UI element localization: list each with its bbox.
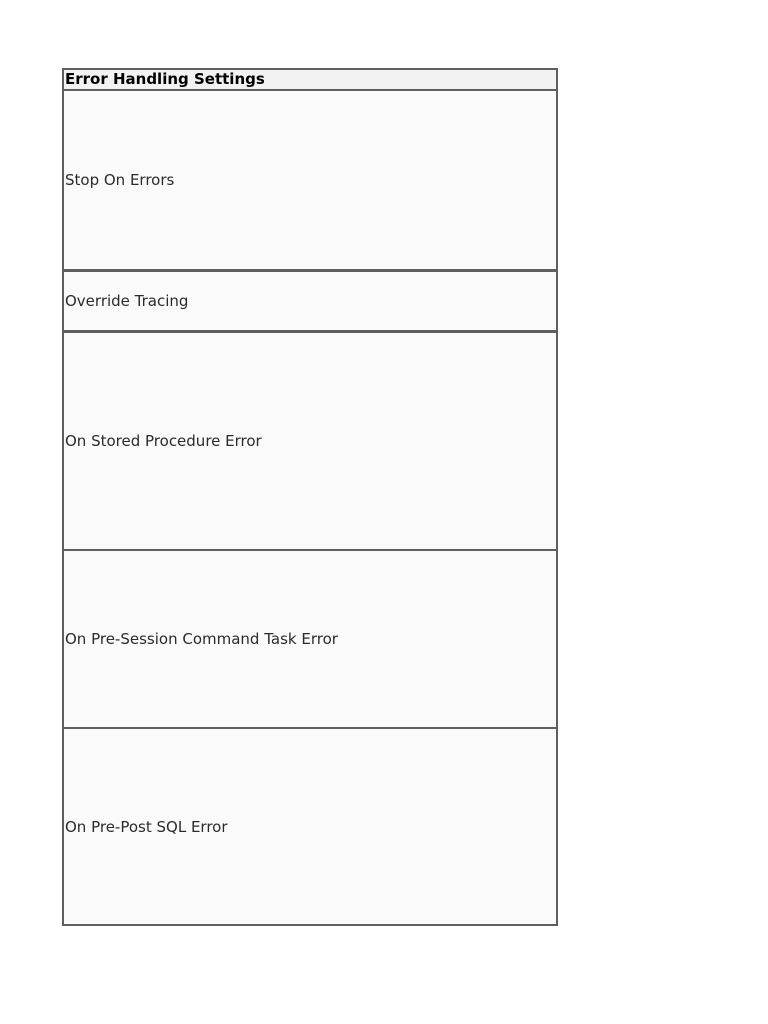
settings-row-on-stored-procedure-error [64, 333, 556, 551]
settings-row-stop-on-errors [64, 91, 556, 272]
settings-row-override-tracing [64, 272, 556, 333]
settings-row-on-pre-session-command-task-error [64, 551, 556, 729]
row-label: Override Tracing [65, 292, 189, 310]
row-label: Stop On Errors [65, 171, 175, 189]
row-label: On Pre-Session Command Task Error [65, 630, 338, 648]
row-label: On Stored Procedure Error [65, 432, 262, 450]
settings-row-on-pre-post-sql-error [64, 729, 556, 924]
error-handling-settings-panel [62, 68, 558, 926]
row-label: On Pre-Post SQL Error [65, 817, 228, 836]
section-header: Error Handling Settings [64, 70, 556, 91]
